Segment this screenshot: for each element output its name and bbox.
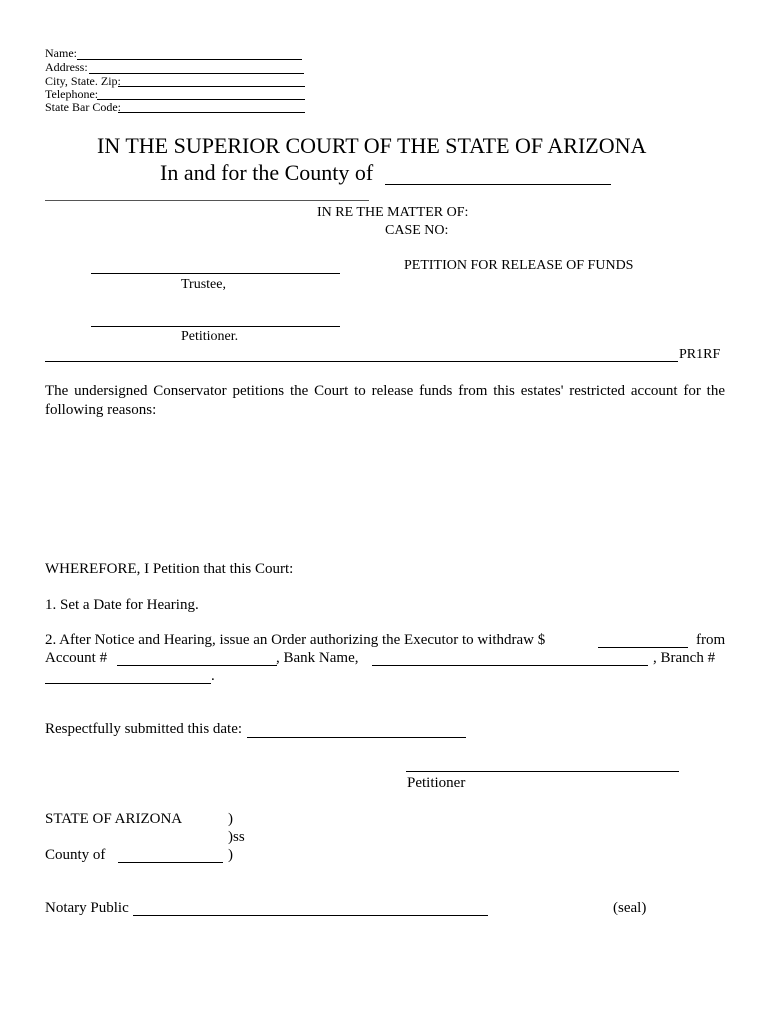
city-state-zip-label: City, State. Zip: <box>45 74 121 88</box>
petitioner-signature-field[interactable] <box>406 771 679 772</box>
form-code: PR1RF <box>679 347 721 362</box>
account-label: Account # <box>45 650 108 666</box>
address-label: Address: <box>45 60 88 74</box>
petitioner-name-field[interactable] <box>91 326 340 327</box>
caption-bottom-rule <box>45 361 678 362</box>
bank-name-field[interactable] <box>372 665 648 666</box>
venue-paren-top: ) <box>228 811 233 827</box>
venue-ss: )ss <box>228 829 245 845</box>
caption-top-rule <box>45 200 369 201</box>
branch-number-field[interactable] <box>45 683 211 684</box>
trustee-label: Trustee, <box>181 277 226 292</box>
submitted-label: Respectfully submitted this date: <box>45 721 243 737</box>
court-title: IN THE SUPERIOR COURT OF THE STATE OF ARIZONA <box>97 133 647 158</box>
item-2-text: 2. After Notice and Hearing, issue an Order authorizing the Executor to withdraw $ <box>45 632 546 648</box>
county-name-field[interactable] <box>385 184 611 185</box>
item-1-text: 1. Set a Date for Hearing. <box>45 597 199 613</box>
venue-paren-bottom: ) <box>228 847 233 863</box>
item-2-period: . <box>211 668 215 684</box>
telephone-field[interactable] <box>97 99 305 100</box>
notary-county-field[interactable] <box>118 862 223 863</box>
state-bar-code-field[interactable] <box>118 112 305 113</box>
bank-name-label: , Bank Name, <box>276 650 359 666</box>
branch-label: , Branch # <box>653 650 716 666</box>
petitioner-signature-label: Petitioner <box>407 775 466 791</box>
telephone-label: Telephone: <box>45 87 99 101</box>
county-line-label: In and for the County of <box>160 160 374 185</box>
petitioner-label: Petitioner. <box>181 329 239 344</box>
trustee-name-field[interactable] <box>91 273 340 274</box>
city-state-zip-field[interactable] <box>118 86 305 87</box>
in-re-label: IN RE THE MATTER OF: <box>317 205 469 220</box>
account-number-field[interactable] <box>117 665 277 666</box>
withdraw-amount-field[interactable] <box>598 647 688 648</box>
notary-signature-field[interactable] <box>133 915 488 916</box>
state-of-arizona-label: STATE OF ARIZONA <box>45 811 183 827</box>
notary-public-label: Notary Public <box>45 900 129 916</box>
name-field[interactable] <box>77 59 302 60</box>
county-of-label: County of <box>45 847 106 863</box>
item-2-from: from <box>696 632 726 648</box>
petition-title: PETITION FOR RELEASE OF FUNDS <box>404 258 634 273</box>
case-no-label: CASE NO: <box>385 223 449 238</box>
intro-paragraph: The undersigned Conservator petitions the Court to release funds from this estates' restricted account for the following reasons: <box>45 383 725 418</box>
address-field[interactable] <box>89 73 304 74</box>
wherefore-text: WHEREFORE, I Petition that this Court: <box>45 561 294 577</box>
state-bar-code-label: State Bar Code: <box>45 100 121 114</box>
name-label: Name: <box>45 46 77 60</box>
seal-label: (seal) <box>613 900 647 916</box>
submitted-date-field[interactable] <box>247 737 466 738</box>
